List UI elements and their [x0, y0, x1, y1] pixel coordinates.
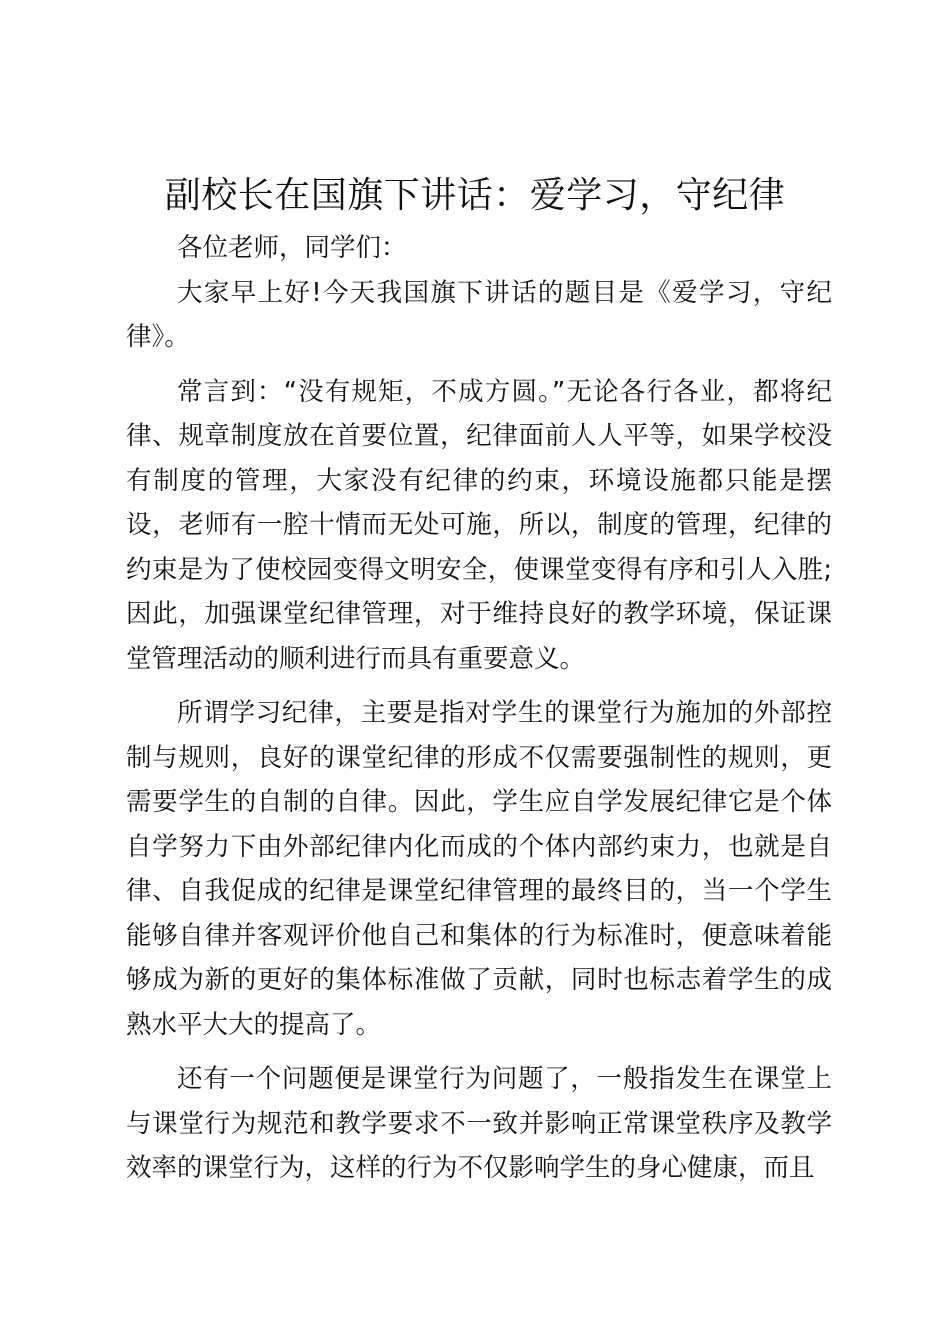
- salutation-paragraph: 各位老师，同学们：: [177, 233, 407, 263]
- body-paragraph-discipline: 常言到：“没有规矩，不成方圆。”无论各行各业，都将纪律、规章制度放在首要位置，纪律面前人人平等，如果学校没有制度的管理，大家没有纪律的约束，环境设施都只能是摆设，老师有一腔十情而无处可施，所以，制度的管理，纪律的约束是为了使校园变得文明安全，使课堂变得有序和引人入胜;因此，加强课堂纪律管理，对于维持良好的教学环境，保证课堂管理活动的顺利进行而具有重要意义。: [126, 376, 832, 674]
- body-paragraph-classroom-behavior: 还有一个问题便是课堂行为问题了，一般指发生在课堂上与课堂行为规范和教学要求不一致并影响正常课堂秩序及教学效率的课堂行为，这样的行为不仅影响学生的身心健康，而且: [126, 1064, 832, 1183]
- greeting-paragraph: 大家早上好!今天我国旗下讲话的题目是《爱学习，守纪律》。: [126, 277, 832, 352]
- body-paragraph-learning-discipline: 所谓学习纪律，主要是指对学生的课堂行为施加的外部控制与规则，良好的课堂纪律的形成不仅需要强制性的规则，更需要学生的自制的自律。因此，学生应自学发展纪律它是个体自学努力下由外部纪律内化而成的个体内部约束力，也就是自律、自我促成的纪律是课堂纪律管理的最终目的，当一个学生能够自律并客观评价他自己和集体的行为标准时，便意味着能够成为新的更好的集体标准做了贡献，同时也标志着学生的成熟水平大大的提高了。: [126, 698, 832, 1040]
- document-title: 副校长在国旗下讲话：爱学习，守纪律: [164, 175, 786, 216]
- document-body: [126, 226, 832, 1191]
